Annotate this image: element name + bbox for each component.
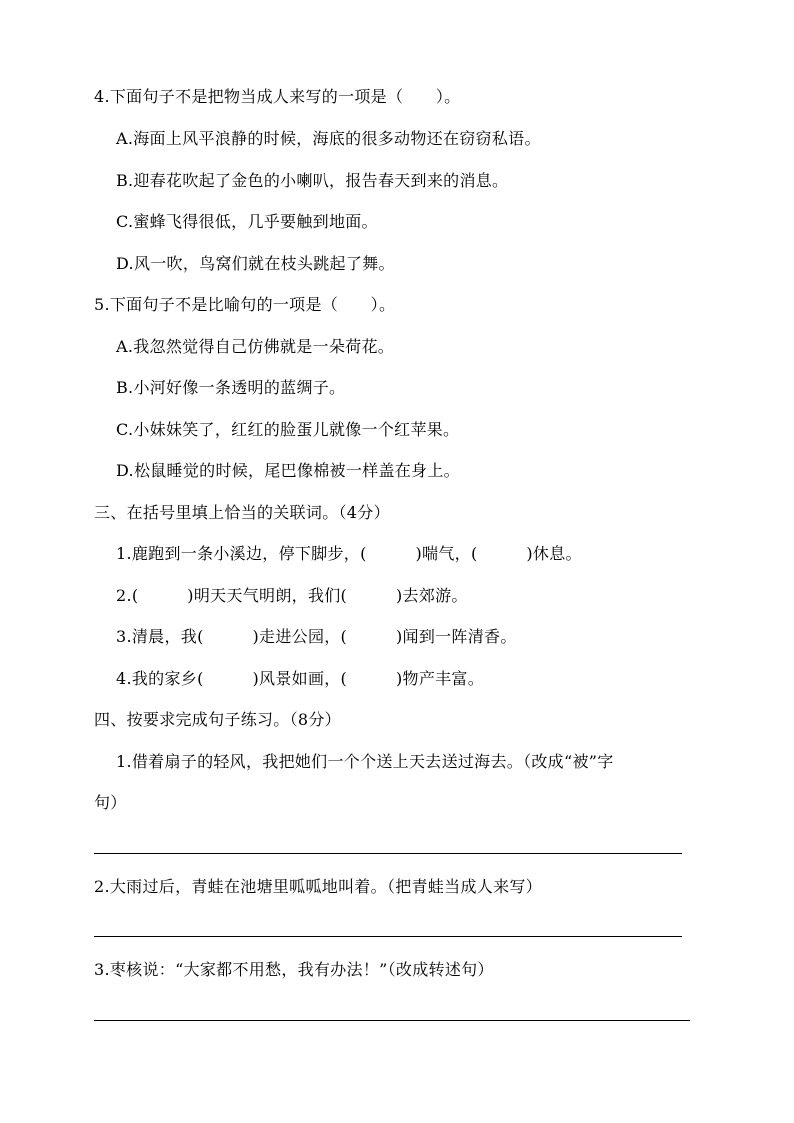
question-4-option-a: A.海面上风平浪静的时候，海底的很多动物还在窃窃私语。 (116, 129, 541, 148)
section-3-item-4: 4.我的家乡( )风景如画，( )物产丰富。 (116, 669, 485, 688)
section-4-item-1-line-1: 1.借着扇子的轻风，我把她们一个个送上天去送过海去。（改成“被”字 (116, 752, 614, 771)
question-4-option-b: B.迎春花吹起了金色的小喇叭，报告春天到来的消息。 (116, 171, 509, 190)
section-4-item-2: 2.大雨过后，青蛙在池塘里呱呱地叫着。（把青蛙当成人来写） (94, 877, 542, 896)
question-5-option-d: D.松鼠睡觉的时候，尾巴像棉被一样盖在身上。 (116, 461, 460, 480)
question-4-option-d: D.风一吹，鸟窝们就在枝头跳起了舞。 (116, 254, 395, 273)
question-5-option-b: B.小河好像一条透明的蓝绸子。 (116, 378, 346, 397)
section-4-heading: 四、按要求完成句子练习。（8分） (94, 710, 341, 729)
question-4-stem: 4.下面句子不是把物当成人来写的一项是（ ）。 (94, 87, 461, 106)
section-3-item-1: 1.鹿跑到一条小溪边，停下脚步，( )喘气，( )休息。 (116, 544, 582, 563)
section-3-item-2: 2.( )明天天气明朗，我们( )去郊游。 (116, 586, 468, 605)
answer-line-1 (94, 853, 682, 854)
section-4-item-3: 3.枣核说：“大家都不用愁，我有办法！”（改成转述句） (94, 960, 494, 979)
question-5-stem: 5.下面句子不是比喻句的一项是（ ）。 (94, 295, 396, 314)
section-4-item-1-line-2: 句） (94, 793, 127, 812)
answer-line-3 (94, 1020, 690, 1021)
section-3-item-3: 3.清晨，我( )走进公园，( )闻到一阵清香。 (116, 627, 517, 646)
question-5-option-a: A.我忽然觉得自己仿佛就是一朵荷花。 (116, 337, 395, 356)
answer-line-2 (94, 936, 682, 937)
question-4-option-c: C.蜜蜂飞得很低，几乎要触到地面。 (116, 212, 378, 231)
question-5-option-c: C.小妹妹笑了，红红的脸蛋儿就像一个红苹果。 (116, 420, 460, 439)
section-3-heading: 三、在括号里填上恰当的关联词。（4分） (94, 503, 390, 522)
